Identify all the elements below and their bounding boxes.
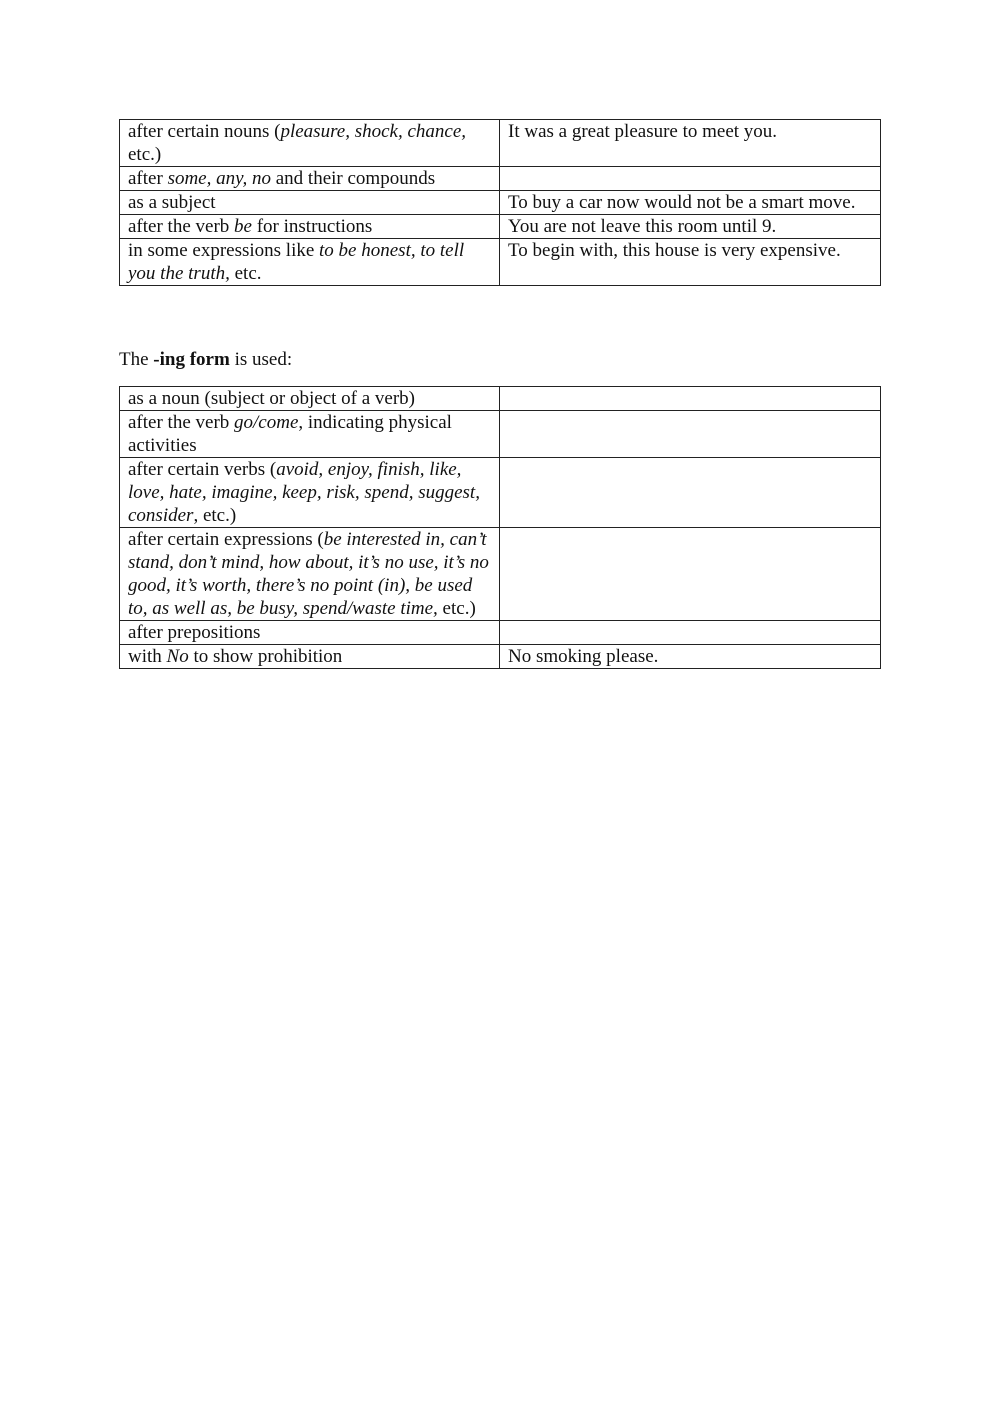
- usage-text-tail: , etc.): [193, 505, 237, 526]
- ing-form-heading: [119, 348, 292, 371]
- ing-form-usage-table: [119, 386, 881, 669]
- heading-suffix: is used:: [229, 349, 293, 370]
- usage-examples-italic: avoid, enjoy, finish, like, love, hate, imagine, keep, risk, spend, suggest, consider: [128, 459, 480, 526]
- usage-text: in some expressions like: [128, 240, 320, 261]
- usage-text-tail: , indicating physical activities: [128, 412, 452, 456]
- example-cell: [500, 387, 881, 411]
- example-cell: [500, 528, 881, 621]
- usage-examples-italic: be: [234, 216, 252, 237]
- usage-cell: [120, 215, 500, 239]
- usage-cell: [120, 120, 500, 167]
- example-cell: To buy a car now would not be a smart move.: [500, 191, 881, 215]
- usage-cell: [120, 191, 500, 215]
- usage-text: after: [128, 168, 168, 189]
- usage-text: as a subject: [128, 192, 216, 213]
- usage-cell: [120, 645, 500, 669]
- usage-text: after certain verbs (: [128, 459, 277, 480]
- usage-text: with: [128, 646, 167, 667]
- usage-cell: [120, 458, 500, 528]
- usage-text-tail: for instructions: [251, 216, 373, 237]
- usage-text: after prepositions: [128, 622, 261, 643]
- example-cell: [500, 167, 881, 191]
- usage-cell: [120, 167, 500, 191]
- table-row: [120, 387, 881, 411]
- table-row: [120, 191, 881, 215]
- usage-examples-italic: go/come: [234, 412, 299, 433]
- usage-text: after certain expressions (: [128, 529, 324, 550]
- example-cell: No smoking please.: [500, 645, 881, 669]
- table-row: [120, 621, 881, 645]
- usage-cell: [120, 621, 500, 645]
- example-cell: [500, 458, 881, 528]
- table-row: [120, 645, 881, 669]
- usage-cell: [120, 239, 500, 286]
- usage-text-tail: etc.): [128, 144, 162, 165]
- usage-text-tail: to show prohibition: [188, 646, 343, 667]
- table-row: [120, 458, 881, 528]
- usage-text-tail: etc.): [437, 598, 476, 619]
- usage-text-tail: and their compounds: [271, 168, 436, 189]
- table-row: [120, 215, 881, 239]
- usage-cell: [120, 411, 500, 458]
- usage-examples-italic: be interested in, can’t stand, don’t mind, how about, it’s no use, it’s no good, it’s worth, there’s no point (in), be used to, as well as, be busy, spend/waste time,: [128, 529, 489, 619]
- usage-examples-italic: to be honest, to tell you the truth,: [128, 240, 465, 284]
- table-row: [120, 167, 881, 191]
- usage-text: as a noun (subject or object of a verb): [128, 388, 416, 409]
- heading-prefix: The: [119, 349, 154, 370]
- usage-text: after the verb: [128, 412, 235, 433]
- heading-bold-term: -ing form: [153, 349, 230, 370]
- table-row: [120, 239, 881, 286]
- example-cell: To begin with, this house is very expensive.: [500, 239, 881, 286]
- usage-text: after the verb: [128, 216, 235, 237]
- example-cell: It was a great pleasure to meet you.: [500, 120, 881, 167]
- usage-examples-italic: pleasure, shock, chance,: [280, 121, 467, 142]
- table-row: [120, 528, 881, 621]
- example-cell: [500, 621, 881, 645]
- usage-examples-italic: some, any, no: [167, 168, 271, 189]
- infinitive-usage-table: [119, 119, 881, 286]
- usage-cell: [120, 528, 500, 621]
- usage-text-tail: etc.: [229, 263, 262, 284]
- example-cell: You are not leave this room until 9.: [500, 215, 881, 239]
- example-cell: [500, 411, 881, 458]
- table-row: [120, 120, 881, 167]
- usage-cell: [120, 387, 500, 411]
- table-row: [120, 411, 881, 458]
- usage-examples-italic: No: [166, 646, 189, 667]
- usage-text: after certain nouns (: [128, 121, 281, 142]
